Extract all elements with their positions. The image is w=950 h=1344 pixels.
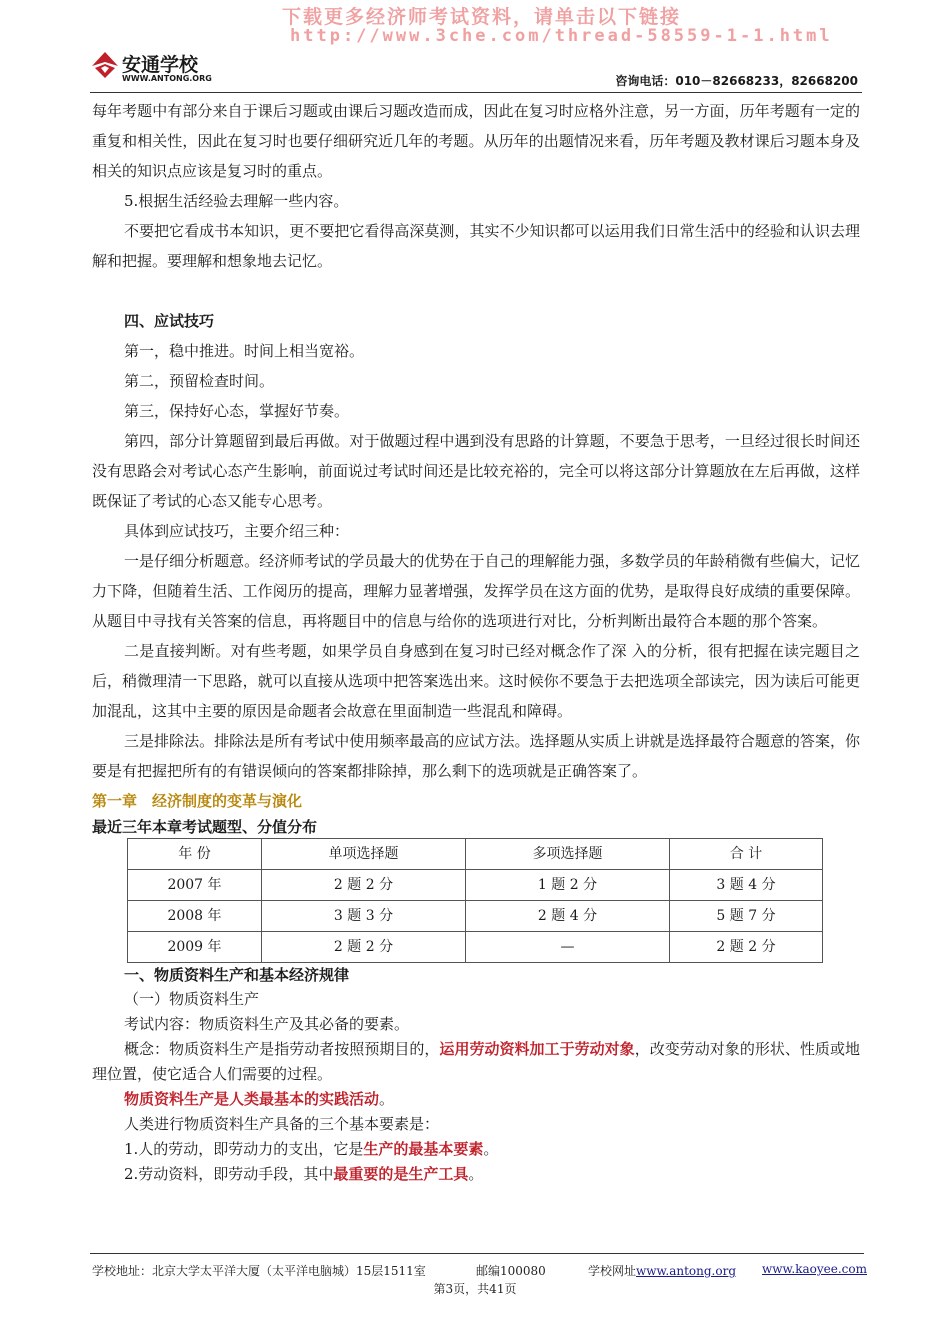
section-heading: 四、应试技巧: [124, 312, 215, 330]
footer-address: 学校地址：北京大学太平洋大厦（太平洋电脑城）15层1511室: [92, 1264, 426, 1278]
table-header: 多项选择题: [466, 839, 670, 870]
table-cell: 1 题 2 分: [466, 870, 670, 901]
table-cell: 2009 年: [128, 932, 262, 963]
logo-mark-icon: [90, 50, 120, 80]
download-banner[interactable]: 下载更多经济师考试资料，请单击以下链接: [282, 6, 682, 28]
paragraph: 第一，稳中推进。时间上相当宽裕。: [124, 342, 365, 360]
site-label: 学校网址: [588, 1264, 637, 1278]
text-run: 1.人的劳动，即劳动力的支出，它是: [124, 1140, 364, 1158]
text-run: 概念：物质资料生产是指劳动者按照预期目的，: [124, 1040, 440, 1058]
table-row: [128, 901, 823, 932]
table-header: 合 计: [670, 839, 823, 870]
highlighted-text: 运用劳动资料加工于劳动对象: [439, 1040, 635, 1058]
logo-name: 安通学校: [122, 54, 199, 76]
text-run: 。: [468, 1165, 484, 1183]
table-header-row: [128, 839, 823, 870]
chapter-title: 第一章 经济制度的变革与演化: [92, 792, 303, 810]
table-cell: 5 题 7 分: [670, 901, 823, 932]
key-point: [92, 1087, 860, 1112]
list-item: [92, 1137, 860, 1162]
table-caption: 最近三年本章考试题型、分值分布: [92, 818, 318, 836]
paragraph: 不要把它看成书本知识，更不要把它看得高深莫测，其实不少知识都可以运用我们日常生活中的经验和认识去理解和把握。要理解和想象地去记忆。: [92, 222, 860, 270]
footer-website-2: [762, 1262, 867, 1276]
table-header: 年 份: [128, 839, 262, 870]
site-link-kaoyee[interactable]: www.kaoyee.com: [762, 1262, 867, 1276]
list-item: [92, 1162, 860, 1187]
paragraph: 第三，保持好心态，掌握好节奏。: [124, 402, 350, 420]
text-run: 。: [379, 1090, 395, 1108]
paragraph: 三是排除法。排除法是所有考试中使用频率最高的应试方法。选择题从实质上讲就是选择最符合题意的答案，你要是有把握把所有的有错误倾向的答案都排除掉，那么剩下的选项就是正确答案了。: [92, 732, 860, 780]
download-link[interactable]: http://www.3che.com/thread-58559-1-1.html: [290, 26, 833, 46]
table-cell: 2 题 2 分: [670, 932, 823, 963]
hotline: 咨询电话：010－82668233，82668200: [615, 74, 858, 88]
paragraph: 5.根据生活经验去理解一些内容。: [124, 192, 349, 210]
paragraph: 考试内容：物质资料生产及其必备的要素。: [124, 1015, 410, 1033]
paragraph: 二是直接判断。对有些考题，如果学员自身感到在复习时已经对概念作了深 入的分析，很有把握在读完题目之后，稍微理清一下思路，就可以直接从选项中把答案选出来。这时候你不要急于去把选项全部读完，因为读后可能更加混乱，这其中主要的原因是命题者会故意在里面制造一些混乱和障碍。: [92, 642, 860, 720]
paragraph: 人类进行物质资料生产具备的三个基本要素是：: [124, 1115, 440, 1133]
text-run: 2.劳动资料，即劳动手段，其中: [124, 1165, 334, 1183]
page-number: 第3页，共41页: [433, 1282, 517, 1296]
table-cell: 2 题 2 分: [262, 870, 466, 901]
header-divider: [90, 92, 862, 93]
table-cell: 2 题 4 分: [466, 901, 670, 932]
concept-paragraph: [92, 1037, 860, 1087]
table-cell: —: [466, 932, 670, 963]
table-cell: 2007 年: [128, 870, 262, 901]
table-cell: 3 题 4 分: [670, 870, 823, 901]
table-row: [128, 870, 823, 901]
paragraph: 第四，部分计算题留到最后再做。对于做题过程中遇到没有思路的计算题，不要急于思考，一旦经过很长时间还没有思路会对考试心态产生影响，前面说过考试时间还是比较充裕的，完全可以将这部分计算题放在左后再做，这样既保证了考试的心态又能专心思考。: [92, 432, 860, 510]
highlighted-text: 物质资料生产是人类最基本的实践活动: [124, 1090, 380, 1108]
logo-url: WWW.ANTONG.ORG: [122, 74, 212, 83]
paragraph: 具体到应试技巧，主要介绍三种：: [124, 522, 350, 540]
highlighted-text: 最重要的是生产工具: [333, 1165, 469, 1183]
footer-divider: [90, 1253, 864, 1254]
paragraph: 第二，预留检查时间。: [124, 372, 275, 390]
site-link-antong[interactable]: www.antong.org: [636, 1264, 737, 1278]
document-body: [92, 96, 860, 1187]
footer-postcode: 邮编100080: [476, 1264, 546, 1278]
table-row: [128, 932, 823, 963]
highlighted-text: 生产的最基本要素: [363, 1140, 484, 1158]
text-run: 。: [483, 1140, 499, 1158]
table-cell: 2 题 2 分: [262, 932, 466, 963]
table-cell: 3 题 3 分: [262, 901, 466, 932]
section-heading: 一、物质资料生产和基本经济规律: [124, 966, 350, 984]
paragraph: 每年考题中有部分来自于课后习题或由课后习题改造而成，因此在复习时应格外注意，另一方面，历年考题有一定的重复和相关性，因此在复习时也要仔细研究近几年的考题。从历年的出题情况来看，历年考题及教材课后习题本身及相关的知识点应该是复习时的重点。: [92, 102, 860, 180]
paragraph: 一是仔细分析题意。经济师考试的学员最大的优势在于自己的理解能力强，多数学员的年龄稍微有些偏大，记忆力下降，但随着生活、工作阅历的提高，理解力显著增强，发挥学员在这方面的优势，是取得良好成绩的重要保障。从题目中寻找有关答案的信息，再将题目中的信息与给你的选项进行对比，分析判断出最符合本题的那个答案。: [92, 552, 860, 630]
text-run: ，改变劳动对象的形状、性质或地理位置，使它适合人们需要的过程。: [92, 1040, 860, 1083]
exam-distribution-table: [127, 838, 823, 963]
footer-website: [588, 1262, 736, 1279]
table-cell: 2008 年: [128, 901, 262, 932]
subsection-heading: （一）物质资料生产: [124, 990, 260, 1008]
table-header: 单项选择题: [262, 839, 466, 870]
